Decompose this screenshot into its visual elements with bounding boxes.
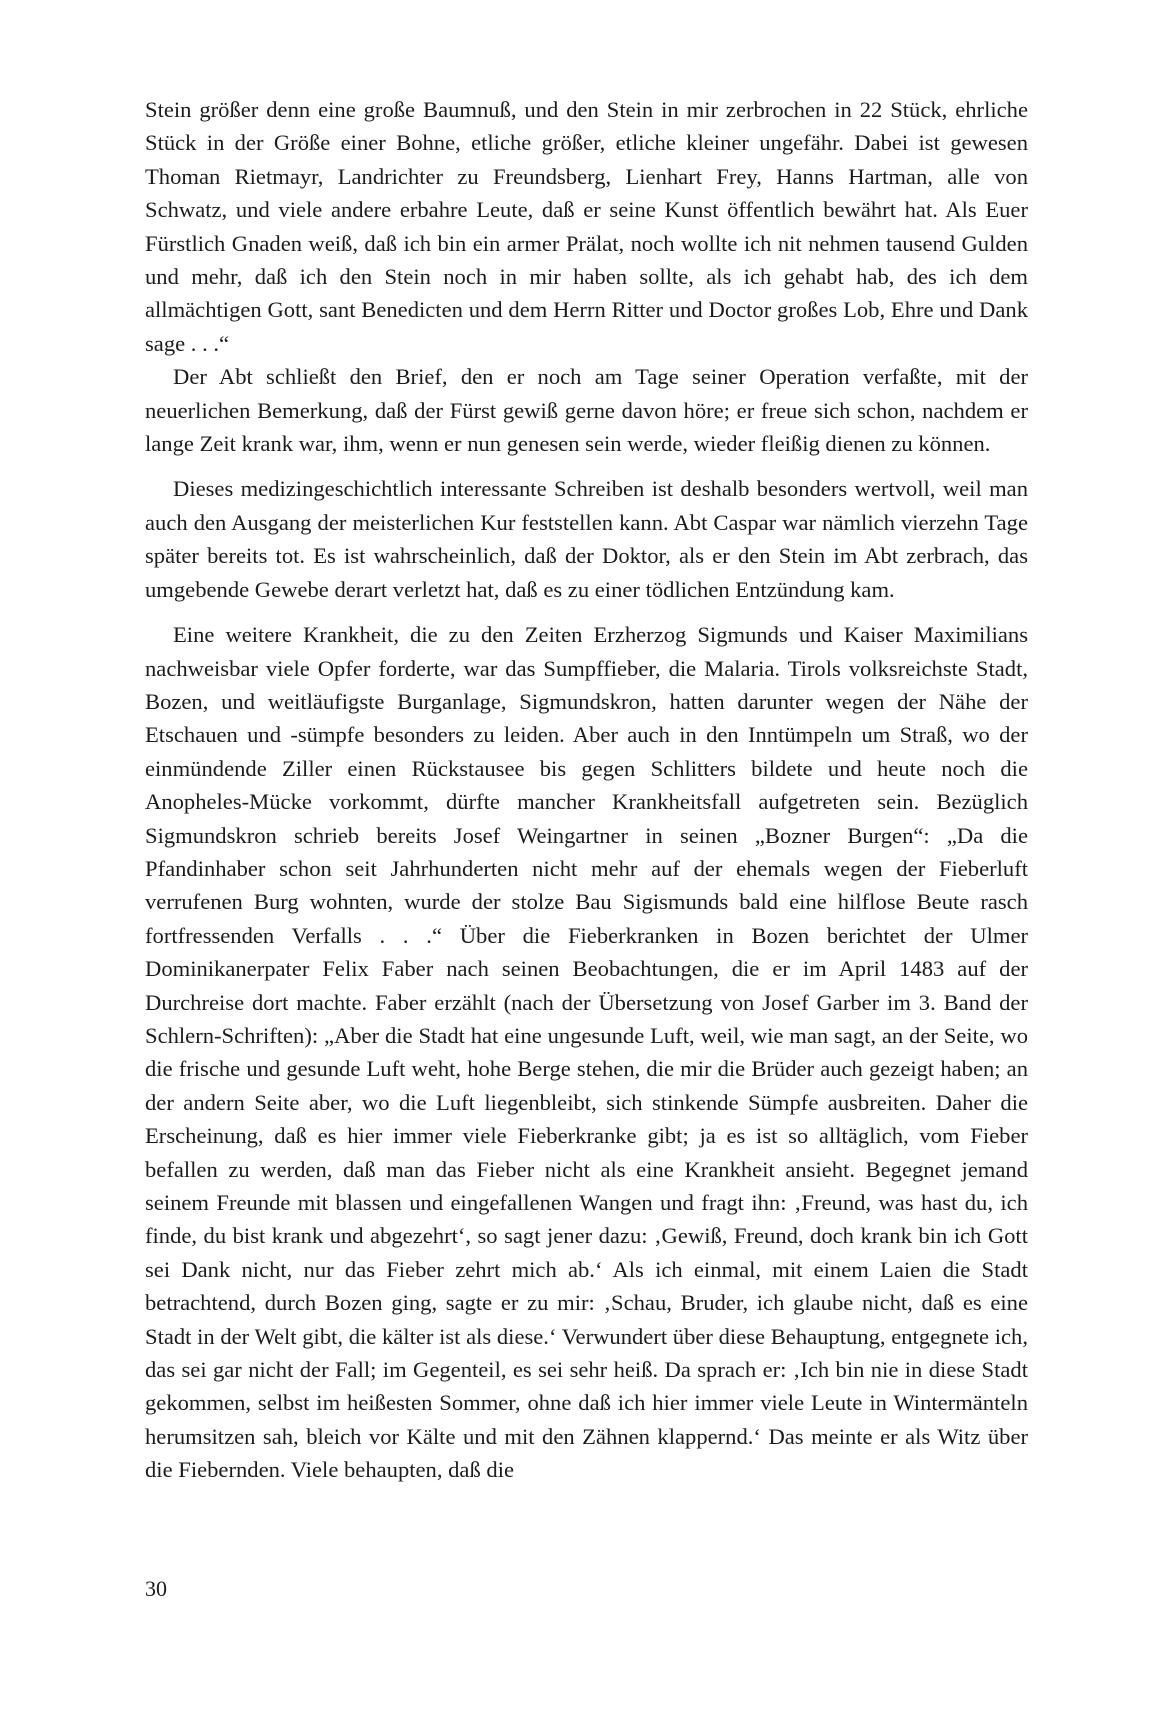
paragraph-3: Dieses medizingeschichtlich interessante Schreiben ist deshalb besonders wertvoll, weil man auch den Ausgang der meisterlichen Kur feststellen kann. Abt Caspar war nämlich vierzehn Tage später bereits tot. Es ist wahrscheinlich, daß der Doktor, als er den Stein im Abt zerbrach, das umgebende Gewebe derart verletzt hat, daß es zu einer tödlichen Entzündung kam.: [145, 476, 1028, 602]
paragraph-4: Eine weitere Krankheit, die zu den Zeiten Erzherzog Sigmunds und Kaiser Maximilians nachweisbar viele Opfer forderte, war das Sumpffieber, die Malaria. Tirols volksreichste Stadt, Bozen, und weitläufigste Burganlage, Sigmundskron, hatten darunter wegen der Nähe der Etschauen und -sümpfe besonders zu leiden. Aber auch in den Inntümpeln um Straß, wo der einmündende Ziller einen Rückstausee bis gegen Schlitters bildete und heute noch die Anopheles-Mücke vorkommt, dürfte mancher Krankheitsfall aufgetreten sein. Bezüglich Sigmundskron schrieb bereits Josef Weingartner in seinen „Bozner Burgen“: „Da die Pfandinhaber schon seit Jahrhunderten nicht mehr auf der ehemals wegen der Fieberluft verrufenen Burg wohnten, wurde der stolze Bau Sigismunds bald eine hilflose Beute rasch fortfressenden Verfalls . . .“ Über die Fieberkranken in Bozen berichtet der Ulmer Dominikanerpater Felix Faber nach seinen Beobachtungen, die er im April 1483 auf der Durchreise dort machte. Faber erzählt (nach der Übersetzung von Josef Garber im 3. Band der Schlern-Schriften): „Aber die Stadt hat eine ungesunde Luft, weil, wie man sagt, an der Seite, wo die frische und gesunde Luft weht, hohe Berge stehen, die mir die Brüder auch gezeigt haben; an der andern Seite aber, wo die Luft liegenbleibt, sich stinkende Sümpfe ausbreiten. Daher die Erscheinung, daß es hier immer viele Fieberkranke gibt; ja es ist so alltäglich, vom Fieber befallen zu werden, daß man das Fieber nicht als eine Krankheit ansieht. Begegnet jemand seinem Freunde mit blassen und eingefallenen Wangen und fragt ihn: ‚Freund, was hast du, ich finde, du bist krank und abgezehrt‘, so sagt jener dazu: ‚Gewiß, Freund, doch krank bin ich Gott sei Dank nicht, nur das Fieber zehrt mich ab.‘ Als ich einmal, mit einem Laien die Stadt betrachtend, durch Bozen ging, sagte er zu mir: ‚Schau, Bruder, ich glaube nicht, daß es eine Stadt in der Welt gibt, die kälter ist als diese.‘ Verwundert über diese Behauptung, entgegnete ich, das sei gar nicht der Fall; im Gegenteil, es sei sehr heiß. Da sprach er: ‚Ich bin nie in diese Stadt gekommen, selbst im heißesten Sommer, ohne daß ich hier immer viele Leute in Wintermänteln herumsitzen sah, bleich vor Kälte und mit den Zähnen klappernd.‘ Das meinte er als Witz über die Fiebernden. Viele behaupten, daß die: [145, 622, 1028, 1483]
body-text: [145, 93, 1028, 1487]
paragraph-2: Der Abt schließt den Brief, den er noch am Tage seiner Operation verfaßte, mit der neuerlichen Bemerkung, daß der Fürst gewiß gerne davon höre; er freue sich schon, nachdem er lange Zeit krank war, ihm, wenn er nun genesen sein werde, wieder fleißig dienen zu können.: [145, 364, 1028, 457]
paragraph-1: Stein größer denn eine große Baumnuß, und den Stein in mir zerbrochen in 22 Stück, ehrliche Stück in der Größe einer Bohne, etliche größer, etliche kleiner ungefähr. Dabei ist gewesen Thoman Rietmayr, Landrichter zu Freundsberg, Lienhart Frey, Hanns Hartman, alle von Schwatz, und viele andere erbahre Leute, daß er seine Kunst öffentlich bewährt hat. Als Euer Fürstlich Gnaden weiß, daß ich bin ein armer Prälat, noch wollte ich nit nehmen tausend Gulden und mehr, daß ich den Stein noch in mir haben sollte, als ich gehabt hab, des ich dem allmächtigen Gott, sant Benedicten und dem Herrn Ritter und Doctor großes Lob, Ehre und Dank sage . . .“: [145, 97, 1028, 356]
page-number: 30: [145, 1576, 167, 1601]
